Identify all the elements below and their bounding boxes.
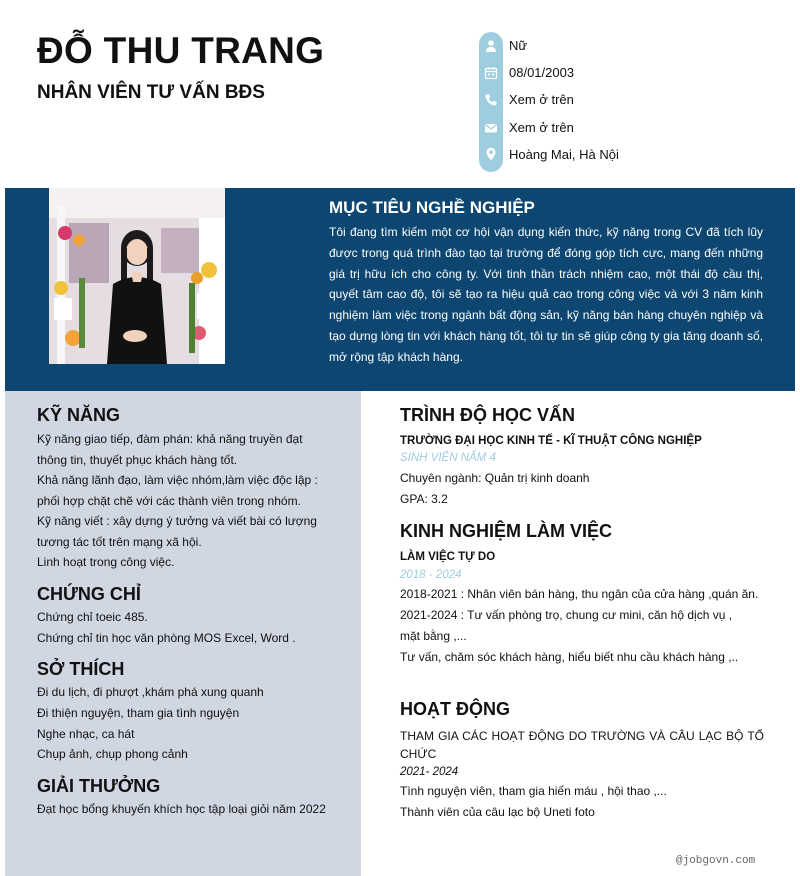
contact-address: Hoàng Mai, Hà Nội <box>509 147 619 162</box>
activity-subtitle: THAM GIA CÁC HOẠT ĐỘNG DO TRƯỜNG VÀ CÂU LẠC BỘ TỔ CHỨC <box>400 729 764 761</box>
activity-item: Tình nguyện viên, tham gia hiến máu , hội thao ,... <box>400 784 667 798</box>
hobbies-title: SỞ THÍCH <box>37 659 125 679</box>
certificate-item: Chứng chỉ toeic 485. <box>37 610 148 624</box>
mail-icon <box>484 121 498 135</box>
objective-title: MỤC TIÊU NGHỀ NGHIỆP <box>329 198 535 217</box>
job-name: LÀM VIỆC TỰ DO <box>400 551 496 563</box>
profile-photo <box>49 188 225 364</box>
contact-email: Xem ở trên <box>509 120 574 135</box>
experience-item: 2021-2024 : Tư vấn phòng trọ, chung cư mini, căn hộ dịch vụ , mặt bằng ,... <box>400 608 733 643</box>
user-icon <box>484 39 498 53</box>
school-name: TRƯỜNG ĐẠI HỌC KINH TẾ - KĨ THUẬT CÔNG NGHIỆP <box>400 435 702 447</box>
certificates-title: CHỨNG CHỈ <box>37 584 141 604</box>
skill-item: Kỹ năng giao tiếp, đàm phán: khả năng truyền đạt thông tin, thuyết phục khách hàng tốt. <box>37 432 303 467</box>
activities-title: HOẠT ĐỘNG <box>400 699 510 719</box>
job-title: NHÂN VIÊN TƯ VẤN BĐS <box>37 82 265 103</box>
skills-title: KỸ NĂNG <box>37 405 121 425</box>
hobby-item: Đi thiện nguyện, tham gia tình nguyện <box>37 706 240 720</box>
skill-item: Kỹ năng viết : xây dựng ý tưởng và viết bài có lượng tương tác tốt trên mạng xã hội. <box>37 514 317 549</box>
activity-item: Thành viên của câu lạc bộ Uneti foto <box>400 805 595 819</box>
skill-item: Linh hoạt trong công việc. <box>37 555 175 569</box>
contact-gender: Nữ <box>509 38 528 53</box>
education-status: SINH VIÊN NĂM 4 <box>400 452 496 464</box>
awards-title: GIẢI THƯỞNG <box>37 776 161 796</box>
site-watermark: @jobgovn.com <box>676 855 756 867</box>
hobby-item: Chụp ảnh, chụp phong cảnh <box>37 747 188 761</box>
hobby-item: Nghe nhạc, ca hát <box>37 727 135 741</box>
certificate-item: Chứng chỉ tin học văn phòng MOS Excel, Word . <box>37 631 296 645</box>
experience-item: 2018-2021 : Nhân viên bán hàng, thu ngân của cửa hàng ,quán ăn. <box>400 587 759 601</box>
hobby-item: Đi du lịch, đi phượt ,khám phá xung quanh <box>37 685 264 699</box>
phone-icon <box>484 93 498 107</box>
experience-title: KINH NGHIỆM LÀM VIỆC <box>400 521 613 541</box>
location-pin-icon <box>484 147 498 161</box>
objective-text: Tôi đang tìm kiếm một cơ hội vận dụng kiến thức, kỹ năng trong CV đã tích lũy được trong quá trình đào tạo tại trường để đóng góp tích cực, mang đến những giá trị hữu ích cho công ty. Với tinh thần trách nhiệm cao, một thái độ cầu thị, quyết tâm cao độ, tôi sẽ tạo ra hiệu quả cao trong công việc và với 3 năm kinh nghiệm làm việc trong ngành bất động sản, kỹ năng bán hàng chuyên nghiệp và tạo dựng lòng tin với khách hàng tốt, tôi tự tin sẽ giúp công ty gia tăng doanh số, mở rộng tập khách hàng. <box>329 225 763 364</box>
contact-phone: Xem ở trên <box>509 92 574 107</box>
education-gpa: GPA: 3.2 <box>400 492 448 506</box>
activity-period: 2021- 2024 <box>400 766 459 778</box>
job-period: 2018 - 2024 <box>400 569 462 581</box>
award-item: Đạt học bổng khuyến khích học tập loại giỏi năm 2022 <box>37 802 326 816</box>
contact-birthday: 08/01/2003 <box>509 65 575 80</box>
candidate-name: ĐỖ THU TRANG <box>37 30 325 71</box>
calendar-icon <box>484 66 498 80</box>
skill-item: Khả năng lãnh đạo, làm việc nhóm,làm việc độc lập : phối hợp chặt chẽ với các thành viên trong nhóm. <box>37 473 318 508</box>
experience-item: Tư vấn, chăm sóc khách hàng, hiểu biết nhu cầu khách hàng ,.. <box>400 650 739 664</box>
education-title: TRÌNH ĐỘ HỌC VẤN <box>400 405 575 425</box>
education-major: Chuyên ngành: Quản trị kinh doanh <box>400 471 590 485</box>
